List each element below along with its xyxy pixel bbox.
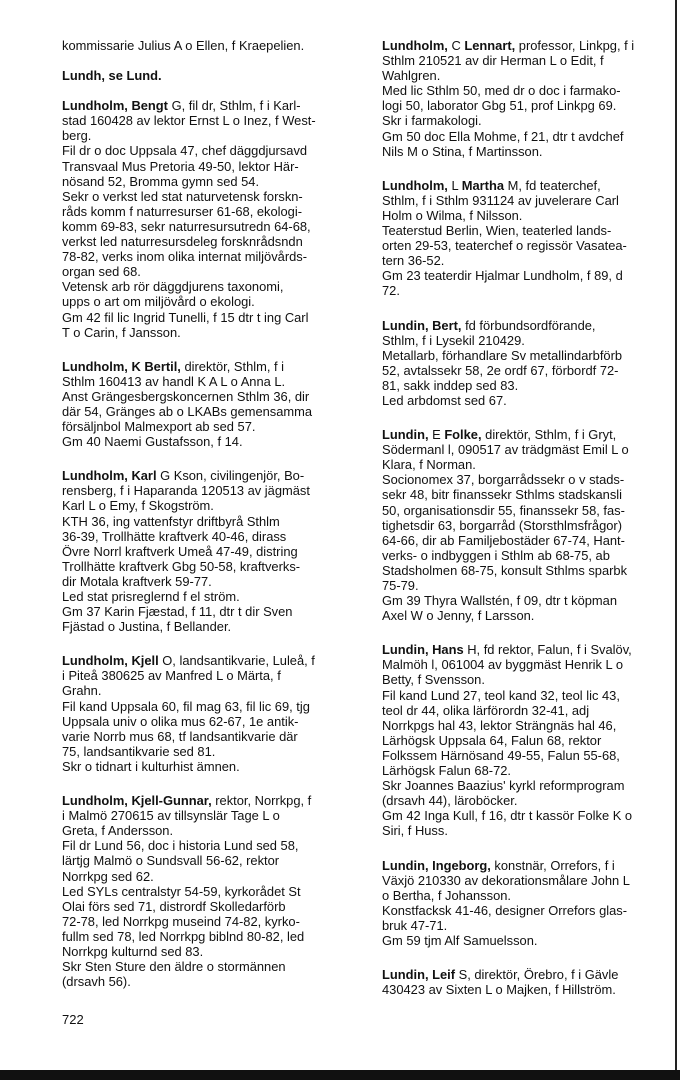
- entry-line: Skr o tidnart i kulturhist ämnen.: [62, 758, 240, 774]
- entry-name: Lundholm,: [382, 177, 448, 193]
- entry-name: Lundholm, Kjell-Gunnar,: [62, 793, 212, 809]
- entry-line: 52, avtalssekr 58, 2e ordf 67, förbordf 72-: [382, 362, 619, 378]
- entry-line: [62, 68, 358, 83]
- entry-line: [382, 967, 674, 982]
- right-column: [382, 38, 674, 1016]
- entry-line: 81, sakk inddep sed 83.: [382, 377, 519, 393]
- entry-text: G, fil dr, Sthlm, f i Karl-: [167, 98, 301, 114]
- entry-name: Folke,: [444, 427, 482, 443]
- entry-line: teol dr 44, olika lärförordn 32-41, adj: [382, 702, 590, 718]
- entry-line: 36-39, Trollhätte kraftverk 40-46, dirass: [62, 528, 287, 544]
- entry-line: 72.: [382, 283, 400, 299]
- entry-line: tighetsdir 63, borgarråd (Storsthlmsfrågor): [382, 517, 623, 533]
- entry-line: Norrkpg sed 62.: [62, 868, 154, 884]
- entry-line: KTH 36, ing vattenfstyr driftbyrå Sthlm: [62, 513, 280, 529]
- entry-line: Trollhätte kraftverk Gbg 50-58, kraftverks-: [62, 558, 301, 574]
- entry-line: Transvaal Mus Pretoria 49-50, lektor Här-: [62, 158, 299, 174]
- entry-line: Uppsala univ o olika mus 62-67, 1e antik-: [62, 713, 299, 729]
- entry-line: Norrkpgs hal 43, lektor Strängnäs hal 46,: [382, 717, 617, 733]
- entry-line: [382, 318, 674, 333]
- entry-line: Karl L o Emy, f Skogström.: [62, 498, 214, 514]
- entry-line: Anst Grängesbergskoncernen Sthlm 36, dir: [62, 388, 310, 404]
- entry-name: Lundholm, K: [62, 358, 145, 374]
- entry-line: [382, 858, 674, 873]
- entry-text: direktör, Sthlm, f i: [180, 358, 285, 374]
- directory-entry: [62, 793, 358, 989]
- entry-line: försäljnbol Malmexport ab sed 57.: [62, 419, 256, 435]
- directory-entry: [62, 98, 358, 340]
- entry-line: Med lic Sthlm 50, med dr o doc i farmako-: [382, 83, 621, 99]
- directory-entry: [382, 427, 674, 623]
- entry-line: Fil dr Lund 56, doc i historia Lund sed 58,: [62, 838, 299, 854]
- entry-line: där 54, Gränges ab o LKABs gemensamma: [62, 403, 313, 419]
- entry-line: 75-79.: [382, 578, 419, 593]
- entry-line: Sthlm, f i Lysekil 210429.: [382, 332, 525, 348]
- entry-line: dir Motala kraftverk 59-77.: [62, 573, 212, 589]
- entry-text: H, fd rektor, Falun, f i Svalöv,: [463, 642, 632, 658]
- entry-name: Lundholm, Karl: [62, 468, 157, 484]
- entry-line: Fil kand Lund 27, teol kand 32, teol lic 43,: [382, 687, 620, 703]
- entry-name: Lundin, Leif: [382, 967, 456, 983]
- entry-text: L: [447, 177, 462, 193]
- entry-text: professor, Linkpg, f i: [515, 38, 635, 53]
- entry-line: [62, 793, 358, 808]
- entry-line: Växjö 210330 av dekorationsmålare John L: [382, 872, 630, 888]
- entry-text: direktör, Sthlm, f i Gryt,: [481, 427, 617, 443]
- entry-line: Gm 50 doc Ella Mohme, f 21, dtr t avdchef: [382, 128, 624, 144]
- entry-line: Lärhögsk Falun 68-72.: [382, 763, 511, 779]
- entry-line: Sthlm, f i Sthlm 931124 av juvelerare Carl: [382, 192, 619, 208]
- entry-name: Lennart,: [464, 38, 516, 53]
- entry-line: Gm 39 Thyra Wallstén, f 09, dtr t köpman: [382, 593, 617, 609]
- entry-line: orten 29-53, teaterchef o regissör Vasatea-: [382, 238, 627, 254]
- entry-line: nösand 52, Bromma gymn sed 54.: [62, 173, 260, 189]
- entry-line: kommissarie Julius A o Ellen, f Kraepelien.: [62, 38, 305, 53]
- directory-entry: [62, 653, 358, 774]
- entry-line: Gm 42 Inga Kull, f 16, dtr t kassör Folke K o: [382, 808, 633, 824]
- entry-line: Skr Joannes Baazius' kyrkl reformprogram: [382, 778, 625, 794]
- entry-line: stad 160428 av lektor Ernst L o Inez, f West-: [62, 113, 316, 129]
- entry-name: Lundholm, Bengt: [62, 98, 168, 114]
- directory-entry: [382, 967, 674, 997]
- entry-line: Gm 23 teaterdir Hjalmar Lundholm, f 89, d: [382, 268, 623, 284]
- entry-line: [62, 359, 358, 374]
- entry-line: organ sed 68.: [62, 264, 141, 280]
- entry-line: 64-66, dir ab Familjebostäder 67-74, Hant-: [382, 532, 625, 548]
- entry-line: T o Carin, f Jansson.: [62, 324, 181, 340]
- entry-line: Led stat prisreglernd f el ström.: [62, 589, 240, 604]
- entry-line: [62, 98, 358, 113]
- entry-line: Axel W o Jenny, f Larsson.: [382, 608, 535, 624]
- directory-entry: [62, 38, 358, 53]
- entry-line: 72-78, led Norrkpg museind 74-82, kyrko-: [62, 913, 300, 929]
- entry-name: Lundholm,: [382, 38, 448, 53]
- entry-line: fullm sed 78, led Norrkpg biblnd 80-82, led: [62, 928, 305, 944]
- entry-line: Lärhögsk Uppsala 64, Falun 68, rektor: [382, 732, 602, 748]
- entry-line: Sekr o verkst led stat naturvetensk forskn-: [62, 188, 303, 204]
- directory-entry: [382, 38, 674, 159]
- scan-edge-right: [675, 0, 677, 1070]
- entry-text: konstnär, Orrefors, f i: [490, 857, 615, 873]
- entry-line: (drsavh 56).: [62, 974, 131, 990]
- entry-line: [382, 427, 674, 442]
- entry-line: Nils M o Stina, f Martinsson.: [382, 143, 543, 159]
- page-number: 722: [62, 1012, 84, 1027]
- directory-entry: [62, 68, 358, 83]
- entry-name: Lundin, Bert,: [382, 317, 462, 333]
- entry-line: Malmöh l, 061004 av byggmäst Henrik L o: [382, 657, 623, 673]
- entry-line: Gm 59 tjm Alf Samuelsson.: [382, 932, 538, 948]
- entry-line: berg.: [62, 128, 92, 144]
- entry-line: 430423 av Sixten L o Majken, f Hillström.: [382, 982, 616, 998]
- entry-line: Gm 37 Karin Fjæstad, f 11, dtr t dir Sven: [62, 604, 293, 620]
- entry-name: Lundholm, Kjell: [62, 653, 159, 669]
- entry-line: Wahlgren.: [382, 68, 441, 84]
- entry-line: sekr 48, bitr finanssekr Sthlms stadskansli: [382, 487, 622, 503]
- entry-text: O, landsantikvarie, Luleå, f: [158, 653, 315, 669]
- entry-line: 75, landsantikvarie sed 81.: [62, 743, 216, 759]
- entry-name: Lundin, Ingeborg,: [382, 857, 491, 873]
- entry-line: (drsavh 44), läroböcker.: [382, 793, 518, 809]
- entry-line: bruk 47-71.: [382, 917, 448, 933]
- directory-entry: [382, 178, 674, 299]
- entry-line: Konstfacksk 41-46, designer Orrefors glas-: [382, 902, 628, 918]
- directory-entry: [382, 858, 674, 949]
- entry-line: Södermanl l, 090517 av trädgmäst Emil L o: [382, 442, 629, 458]
- entry-line: verks- o indbyggen i Sthlm ab 68-75, ab: [382, 547, 610, 563]
- entry-line: Övre Norrl kraftverk Umeå 47-49, distring: [62, 543, 298, 559]
- entry-line: tern 36-52.: [382, 253, 445, 269]
- entry-line: Sthlm 160413 av handl K A L o Anna L.: [62, 373, 286, 389]
- entry-text: M, fd teaterchef,: [504, 177, 601, 193]
- entry-line: komm 69-83, sekr naturresursutredn 64-68,: [62, 218, 311, 234]
- entry-line: Led SYLs centralstyr 54-59, kyrkorådet St: [62, 883, 301, 899]
- entry-line: Folkssem Härnösand 49-55, Falun 55-68,: [382, 747, 620, 763]
- entry-line: logi 50, laborator Gbg 51, prof Linkpg 69.: [382, 98, 617, 114]
- scan-edge-bottom: [0, 1070, 680, 1080]
- entry-line: [62, 468, 358, 483]
- entry-line: Led arbdomst sed 67.: [382, 392, 507, 408]
- directory-entry: [382, 318, 674, 409]
- entry-line: rensberg, f i Haparanda 120513 av jägmäst: [62, 483, 310, 499]
- entry-line: Betty, f Svensson.: [382, 672, 485, 688]
- entry-text: G Kson, civilingenjör, Bo-: [156, 468, 305, 484]
- entry-line: Klara, f Norman.: [382, 457, 476, 473]
- entry-name: Martha: [461, 177, 504, 193]
- entry-line: lärtjg Malmö o Sundsvall 56-62, rektor: [62, 853, 280, 869]
- entry-text: fd förbundsordförande,: [461, 317, 596, 333]
- entry-line: Fil dr o doc Uppsala 47, chef däggdjursavd: [62, 143, 308, 159]
- entry-line: [382, 642, 674, 657]
- entry-line: upps o art om miljövård o ekologi.: [62, 294, 255, 310]
- directory-entry: [382, 642, 674, 838]
- entry-line: Gm 42 fil lic Ingrid Tunelli, f 15 dtr t ing Carl: [62, 309, 309, 325]
- entry-line: Holm o Wilma, f Nilsson.: [382, 207, 523, 223]
- entry-line: råds komm f naturresurser 61-68, ekologi-: [62, 203, 303, 219]
- entry-line: 50, organisationsdir 55, finanssekr 58, fas-: [382, 502, 625, 518]
- directory-entry: [62, 359, 358, 450]
- entry-line: [382, 178, 674, 193]
- entry-text: C: [447, 38, 465, 53]
- entry-line: o Bertha, f Johansson.: [382, 887, 511, 903]
- entry-name: Bertil,: [144, 358, 181, 374]
- entry-line: Metallarb, förhandlare Sv metallindarbförb: [382, 347, 623, 363]
- entry-line: Socionomex 37, borgarrådssekr o v stads-: [382, 472, 625, 488]
- entry-text: rektor, Norrkpg, f: [211, 793, 312, 809]
- entry-line: Norrkpg kulturnd sed 83.: [62, 943, 204, 959]
- entry-line: verkst led naturresursdeleg forsknrådsndn: [62, 234, 303, 250]
- entry-line: Gm 40 Naemi Gustafsson, f 14.: [62, 434, 243, 450]
- left-column: [62, 38, 358, 1008]
- entry-name: Lundin,: [382, 427, 429, 443]
- entry-line: Greta, f Andersson.: [62, 823, 174, 839]
- entry-line: Teaterstud Berlin, Wien, teaterled lands-: [382, 223, 612, 239]
- entry-line: Fil kand Uppsala 60, fil mag 63, fil lic 69, tjg: [62, 698, 310, 714]
- entry-line: Skr i farmakologi.: [382, 113, 482, 129]
- entry-text: E: [428, 427, 445, 443]
- entry-text: S, direktör, Örebro, f i Gävle: [455, 967, 619, 983]
- entry-line: Fjästad o Justina, f Bellander.: [62, 619, 232, 635]
- entry-line: Sthlm 210521 av dir Herman L o Edit, f: [382, 53, 604, 69]
- entry-line: Vetensk arb rör däggdjurens taxonomi,: [62, 279, 284, 295]
- entry-line: [62, 653, 358, 668]
- entry-line: i Malmö 270615 av tillsynslär Tage L o: [62, 808, 280, 824]
- directory-entry: [62, 468, 358, 634]
- entry-line: Skr Sten Sture den äldre o stormännen: [62, 959, 286, 975]
- entry-line: Grahn.: [62, 683, 102, 699]
- entry-line: [382, 38, 674, 53]
- entry-line: Stadsholmen 68-75, konsult Sthlms sparbk: [382, 562, 628, 578]
- entry-line: Siri, f Huss.: [382, 823, 448, 839]
- entry-name: Lundh, se Lund.: [62, 68, 162, 84]
- entry-line: i Piteå 380625 av Manfred L o Märta, f: [62, 668, 281, 684]
- entry-line: 78-82, verks inom olika internat miljövårds-: [62, 249, 308, 265]
- entry-line: Olai förs sed 71, distrordf Skolledarförb: [62, 898, 286, 914]
- entry-line: varie Norrb mus 68, tf landsantikvarie där: [62, 728, 298, 744]
- entry-name: Lundin, Hans: [382, 642, 464, 658]
